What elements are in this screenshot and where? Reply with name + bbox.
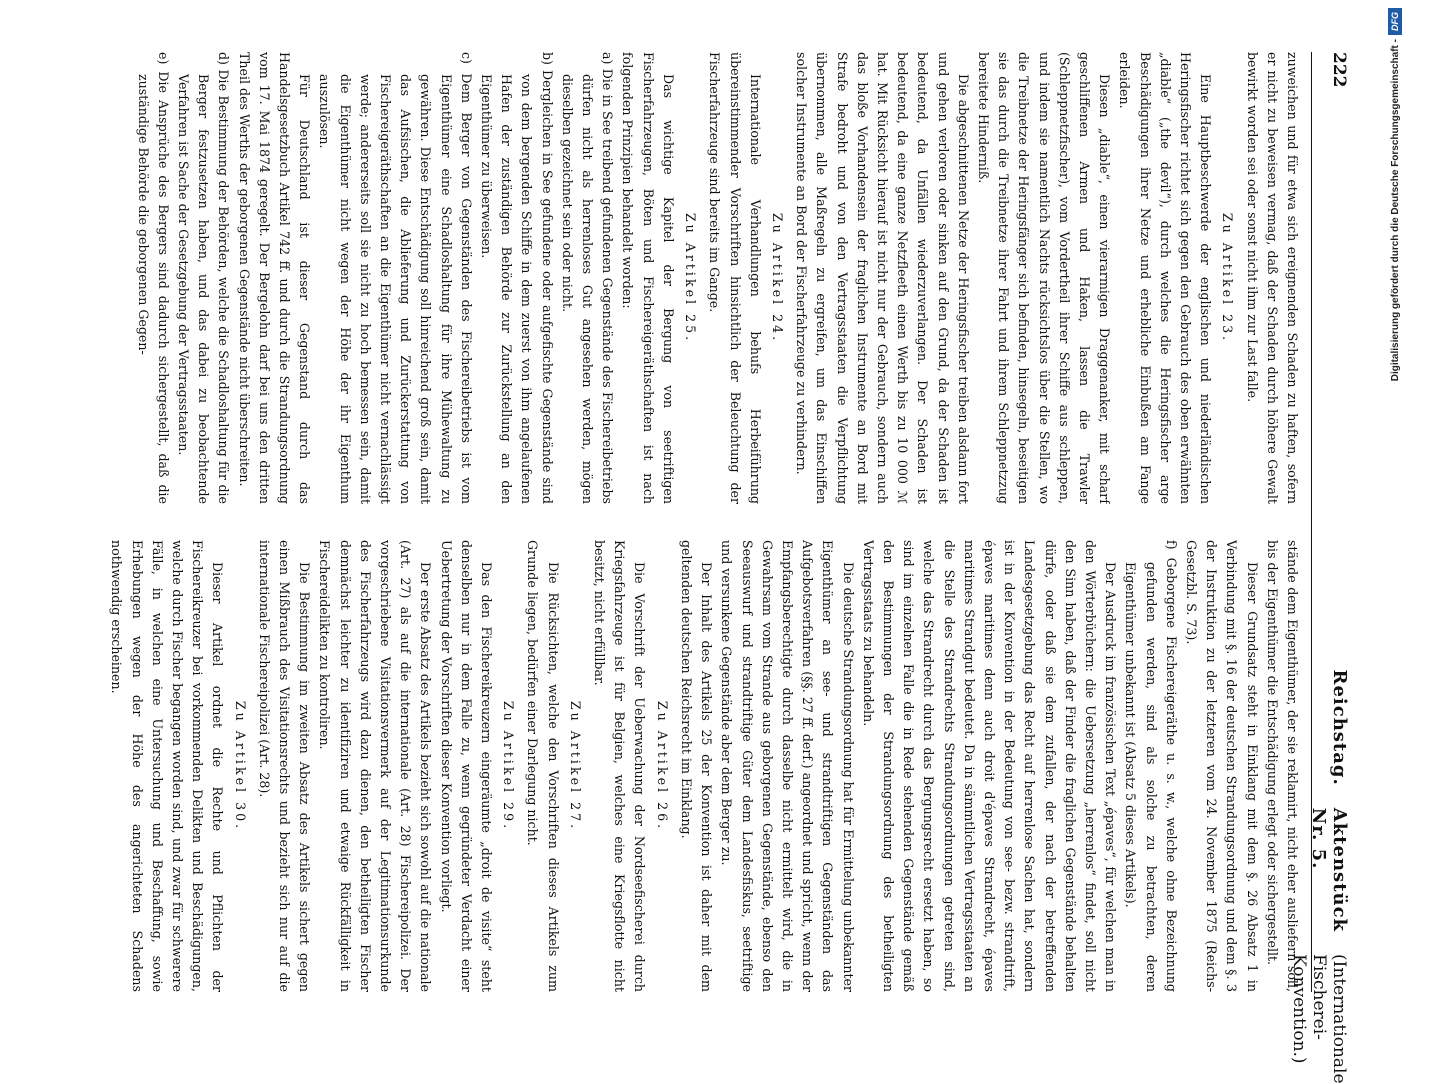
paragraph: stände dem Eigenthümer, der sie reklamirt, nicht eher ausliefern soll, bis der Eigenthümer die Entschädigung erlegt oder sichergestellt. [1264, 540, 1300, 992]
paragraph: Für Deutschland ist dieser Gegenstand durch das Handelsgesetzbuch Artikel 742 ff. und durch die Strandungsordnung vom 17. Mai 1874 geregelt. Der Bergelohn darf bei uns den dritten Theil des Werths der geborgenen Gegenstände nicht überschreiten. [236, 52, 313, 504]
article-heading: Zu Artikel 29. [501, 700, 517, 832]
list-item: c) Dem Berger von Gegenständen des Fischereibetriebs ist vom Eigenthümer eine Schadloshaltung für ihre Mühewaltung zu gewähren. Diese Entschädigung soll hinreichend groß sein, damit das Aufsischen, die Ablieferung und Zurückerstattung von Fischereigeräthschaften an die Eigenthümer nicht vernachlässigt werde; andererseits soll sie nicht zu hoch bemessen sein, damit die Eigenthümer nicht wegen der Höhe der ihr Eigenthum auszulösen. [317, 52, 474, 504]
article-heading: Zu Artikel 25. [683, 212, 699, 344]
paragraph: Das wichtige Kapitel der Bergung von seetriftigen Fischerfahrzeugen, Böten und Fischereigeräthschaften ist nach folgenden Prinzipien behandelt worden: [620, 52, 676, 504]
page-number: 222 [1329, 52, 1349, 88]
text-column-left [32, 52, 1302, 504]
article-heading: Zu Artikel 26. [654, 700, 670, 832]
rotated-page [20, 52, 1350, 1084]
paragraph: zuweichen und für etwa sich ereignenden Schaden zu haften, sofern er nicht zu beweisen vermag, daß der Schaden durch höhere Gewalt bewirkt worden sei oder sonst nicht ihm zur Last falle. [1244, 52, 1300, 504]
paragraph: Internationale Verhandlungen behufs Herbeiführung übereinstimmender Vorschriften hinsichtlich der Beleuchtung der Fischerfahrzeuge sind bereits im Gange. [707, 52, 763, 504]
list-item: e) Die Ansprüche des Bergers sind dadurch sichergestellt, daß die zuständige Behörde die geborgenen Gegen- [135, 52, 171, 504]
list-item: b) Dergleichen in See gefundene oder aufgefischte Gegenstände sind von dem bergenden Schiffe in dem zuerst von ihm angelaufenen Hafen der zuständigen Behörde zur Zurückstellung an den Eigenthümer zu überweisen. [479, 52, 555, 504]
paragraph: Das den Fischereikreuzern eingeräumte „droit de visite“ steht denselben nur in dem Falle zu, wenn gegründeter Verdacht einer Uebertretung der Vorschriften dieser Konvention vorliegt. [438, 540, 495, 992]
list-item: d) Die Bestimmung der Behörden, welche die Schadloshaltung für die Berger festzusetzen haben, und das dabei zu beobachtende Verfahren ist Sache der Gesetzgebung der Vertragsstaaten. [176, 52, 232, 504]
article-heading: Zu Artikel 30. [232, 700, 248, 832]
article-heading: Zu Artikel 23. [1220, 212, 1236, 344]
article-heading: Zu Artikel 27. [567, 700, 583, 832]
header-title: Reichstag. [1329, 669, 1350, 786]
paragraph: Dieser Artikel ordnet die Rechte und Pflichten der Fischereikreuzer bei vorkommenden Delikten und Beschädigungen, welche durch Fischer begangen worden sind, und zwar für schwerere Fälle, in welchen eine Untersuchung und Beschaffung, sowie Erhebungen wegen der Höhe des angerichteten Schadens nothwendig erscheinen. [109, 540, 226, 992]
text-column-right [32, 540, 1302, 992]
paragraph: Dieser Grundsatz steht in Einklang mit dem §. 26 Absatz 1 in Verbindung mit §. 16 der deutschen Strandungsordnung und dem §. 3 der Instruktion zu der letzteren vom 24. November 1875 (Reichs-Gesetzbl. S. 73). [1183, 540, 1260, 992]
paragraph: Die Rücksichten, welche den Vorschriften dieses Artikels zum Grunde liegen, bedürfen einer Darlegung nicht. [525, 540, 561, 992]
dfg-logo: DFG [1388, 8, 1402, 35]
list-item: a) Die in See treibend gefundenen Gegenstände des Fischereibetriebs dürfen nicht als herrenloses Gut angesehen werden, mögen dieselben gezeichnet sein oder nicht. [559, 52, 616, 504]
paragraph: Eine Hauptbeschwerde der englischen und niederländischen Heringsfischer richtet sich gegen den Gebrauch des oben erwähnten „diable“ („the devil“), durch welches die Heringsfischer arge Beschädigungen ihrer Netze und erhebliche Einbußen am Fange erleiden. [1117, 52, 1214, 504]
page-header [1289, 52, 1350, 1084]
document-number: Aktenstück Nr. 5. [1308, 807, 1350, 933]
paragraph: Diesen „diable“, einen vierarmigen Draggenanker, mit scharf geschliffenen Armen und Haken, lassen die Trawler (Schleppnetzfischer), vom Vordertheil ihrer Schiffe aus schleppen, und indem sie namentlich Nachts rücksichtslos über die Stellen, wo die Treibnetze der Heringsfänger sich befinden, hinsegeln, beseitigen sie das durch die Treibnetze ihrer Fahrt und ihrem Schleppnetzzug bereitete Hinderniß. [975, 52, 1113, 504]
digitization-credit [1388, 8, 1428, 988]
paragraph: Der Ausdruck im französischen Text „épaves“, für welchen man in den Wörterbüchern: die Uebersetzung „herrenlos“ findet, soll nicht den Sinn haben, daß der Finder die fraglichen Gegenstände behalten dürfe, oder daß sie dem zufallen, der nach der betreffenden Landesgesetzgebung das Recht auf herrenlose Sachen hat, sondern ist in der Konvention in der Bedeutung von see- bezw. strandtrift, épaves maritimes denn auch droit d'épaves Strandrecht, épaves maritimes Strandgut bedeutet. Da in sämmtlichen Vertragsstaaten an die Stelle des Strandrechts Strandungsordnungen getreten sind, welche das Strandrecht durch das Bergungsrecht ersetzt haben, so sind im einzelnen Falle die in Rede stehenden Gegenstände gemäß den Bestimmungen der Strandungsordnung des betheiligten Vertragsstaats zu behandeln. [860, 540, 1119, 992]
paragraph: Die deutsche Strandungsordnung hat für Ermittelung unbekannter Eigenthümer an see- und strandtriftigen Gegenständen das Aufgebotsverfahren (§§. 27 ff. derf.) angeordnet und spricht, wenn der Empfangsberechtigte durch dasselbe nicht ermittelt wird, die in Gewahrsam vom Strande aus geborgenen Gegenstände, ebenso den Seeauswurf und strandtriftige Güter dem Landesfiskus, seetriftige und versunkene Gegenstände aber dem Berger zu. [719, 540, 856, 992]
paragraph: Die Vorschrift der Ueberwachung der Nordseefischerei durch Kriegsfahrzeuge ist für Belgien, welches eine Kriegsflotte nicht besitzt, nicht erfüllbar. [592, 540, 648, 992]
paragraph: Die Bestimmung im zweiten Absatz des Artikels sichert gegen einen Mißbrauch des Visitationsrechts und bezieht sich nur auf die internationale Fischereipolizei (Art. 28). [256, 540, 313, 992]
document-subtitle: (Internationale Fischerei-Konvention.) [1289, 954, 1349, 1084]
paragraph: Die abgeschnittenen Netze der Heringsfischer treiben alsdann fort und gehen verloren oder sinken auf den Grund, da der Schaden ist bedeutend, da Unfällen wiederzuverlangen. Der Schaden ist bedeutend, da eine ganze Netzfleeth einen Werth bis zu 10 000 ℳ hat. Mit Rücksicht hierauf ist nicht nur der Gebrauch, sondern auch das bloße Vorhandensein der fraglichen Instrumente an Bord mit Strafe bedroht und von den Vertragsstaaten die Verpflichtung übernommen, alle Maßregeln zu ergreifen, um das Einschiffen solcher Instrumente an Bord der Fischerfahrzeuge zu verhindern. [794, 52, 971, 504]
list-item: f) Geborgene Fischereigeräthe u. s. w., welche ohne Bezeichnung gefunden werden, sind als solche zu betrachten, deren Eigenthümer unbekannt ist (Absatz 5 dieses Artikels). [1123, 540, 1179, 992]
paragraph: Der erste Absatz des Artikels bezieht sich sowohl auf die nationale (Art. 27) als auf die internationale (Art. 28) Fischereipolizei. Der vorgeschriebene Visitationsvermerk auf der Legitimationsurkunde des Fischerfahrzeugs wird dazu dienen, den betheiligten Fischer demnächst leichter zu identifiziren und etwaige Rückfälligkeit in Fischereidelikten zu kontroliren. [317, 540, 434, 992]
header-rule [1311, 52, 1312, 992]
article-heading: Zu Artikel 24. [769, 212, 785, 344]
credit-text: Digitalisierung gefördert durch die Deutsche Forschungsgemeinschaft - [1390, 39, 1401, 382]
paragraph: Der Inhalt des Artikels 25 der Konvention ist daher mit dem geltenden deutschen Reichsrecht im Einklang. [678, 540, 715, 992]
